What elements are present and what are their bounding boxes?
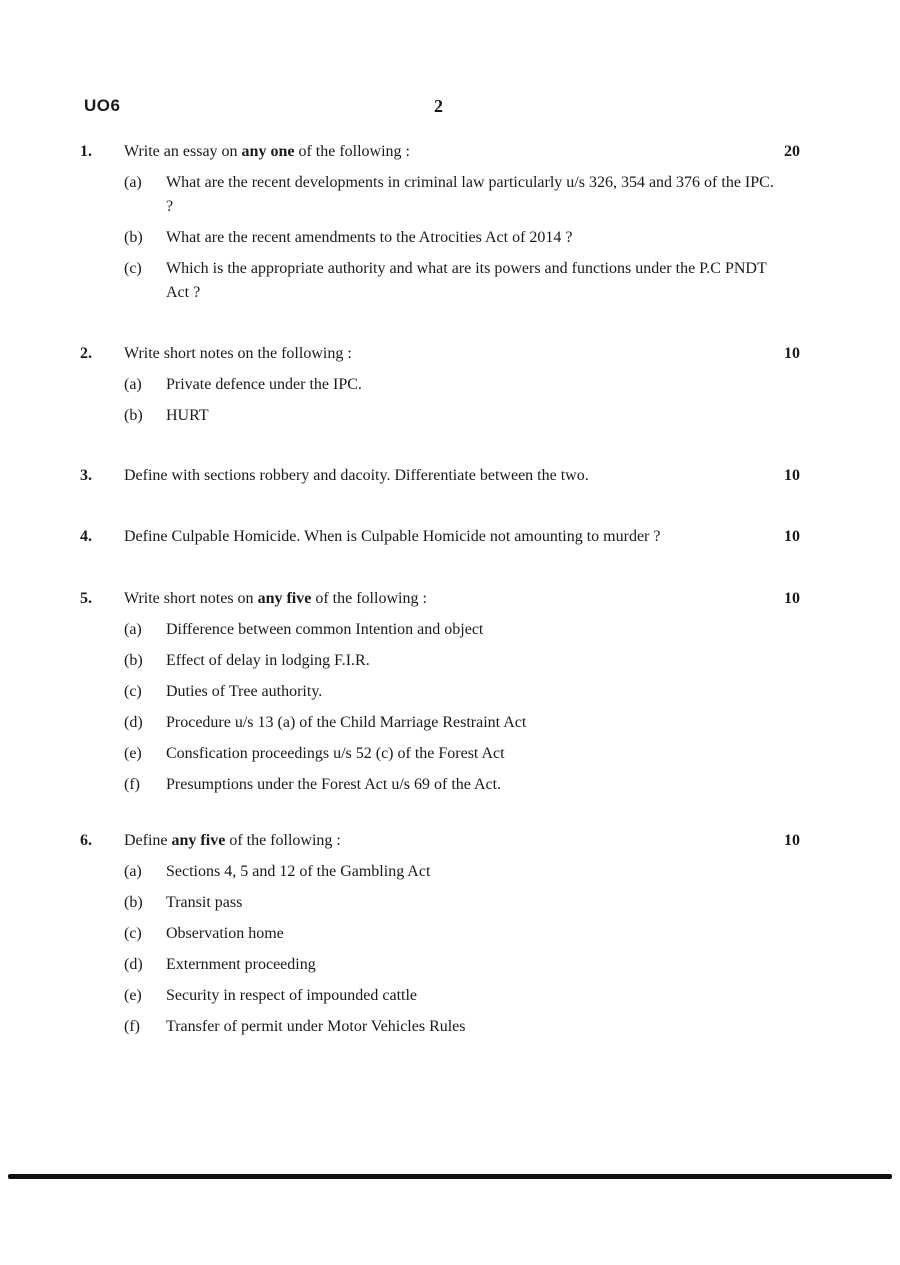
sub-question-label: (b) <box>124 229 143 246</box>
sub-question <box>124 742 774 766</box>
question-marks: 10 <box>784 345 800 362</box>
sub-question-label: (e) <box>124 745 142 762</box>
sub-question <box>124 257 774 305</box>
question-5 <box>80 587 820 797</box>
sub-question-label: (a) <box>124 863 142 880</box>
question-number: 5. <box>80 590 92 607</box>
sub-question <box>124 171 774 219</box>
sub-question-label: (e) <box>124 987 142 1004</box>
sub-question-text: Observation home <box>166 925 284 942</box>
sub-question-label: (f) <box>124 1018 140 1035</box>
sub-question-text: Consfication proceedings u/s 52 (c) of the Forest Act <box>166 745 505 762</box>
question-marks: 20 <box>784 143 800 160</box>
sub-question-text: Private defence under the IPC. <box>166 376 362 393</box>
sub-question <box>124 680 774 704</box>
question-3 <box>80 464 820 488</box>
sub-question <box>124 404 774 428</box>
sub-question <box>124 860 774 884</box>
sub-question-text: HURT <box>166 407 209 424</box>
sub-question-label: (d) <box>124 956 143 973</box>
question-4 <box>80 525 820 549</box>
paper-code: UO6 <box>84 96 121 115</box>
question-marks: 10 <box>784 528 800 545</box>
sub-question-text: What are the recent developments in criminal law particularly u/s 326, 354 and 376 of the IPC. ? <box>166 174 774 215</box>
sub-question-label: (b) <box>124 894 143 911</box>
sub-question-text: Security in respect of impounded cattle <box>166 987 418 1004</box>
sub-question-label: (d) <box>124 714 143 731</box>
question-number: 6. <box>80 832 92 849</box>
question-number: 3. <box>80 467 92 484</box>
sub-question <box>124 984 774 1008</box>
sub-question <box>124 226 774 250</box>
question-6 <box>80 829 820 1039</box>
page-number: 2 <box>434 96 443 116</box>
sub-question-text: Which is the appropriate authority and what are its powers and functions under the P.C PNDT Act ? <box>166 260 767 301</box>
sub-question <box>124 922 774 946</box>
sub-question-text: Externment proceeding <box>166 956 316 973</box>
sub-question-label: (c) <box>124 683 142 700</box>
sub-question-label: (c) <box>124 260 142 277</box>
sub-question-text: Transit pass <box>166 894 243 911</box>
sub-question <box>124 618 774 642</box>
sub-question <box>124 773 774 797</box>
question-text: Write an essay on any one of the following : <box>124 143 410 160</box>
question-text: Write short notes on the following : <box>124 345 352 362</box>
sub-question <box>124 711 774 735</box>
sub-question <box>124 373 774 397</box>
question-number: 2. <box>80 345 92 362</box>
question-text: Define any five of the following : <box>124 832 341 849</box>
question-marks: 10 <box>784 467 800 484</box>
sub-question-label: (f) <box>124 776 140 793</box>
question-text: Define with sections robbery and dacoity. Differentiate between the two. <box>124 467 589 484</box>
sub-question-text: Sections 4, 5 and 12 of the Gambling Act <box>166 863 431 880</box>
sub-question-label: (a) <box>124 376 142 393</box>
question-marks: 10 <box>784 832 800 849</box>
sub-question <box>124 891 774 915</box>
question-number: 1. <box>80 143 92 160</box>
bottom-divider <box>8 1174 892 1179</box>
sub-question <box>124 1015 774 1039</box>
question-text: Define Culpable Homicide. When is Culpable Homicide not amounting to murder ? <box>124 528 661 545</box>
sub-question-label: (c) <box>124 925 142 942</box>
sub-question-text: Duties of Tree authority. <box>166 683 323 700</box>
question-2 <box>80 342 820 428</box>
sub-question-text: Effect of delay in lodging F.I.R. <box>166 652 370 669</box>
sub-question-label: (b) <box>124 407 143 424</box>
sub-question <box>124 953 774 977</box>
sub-question-text: Procedure u/s 13 (a) of the Child Marriage Restraint Act <box>166 714 527 731</box>
sub-question-label: (a) <box>124 621 142 638</box>
sub-question-text: Difference between common Intention and object <box>166 621 484 638</box>
question-text: Write short notes on any five of the following : <box>124 590 427 607</box>
sub-question-label: (b) <box>124 652 143 669</box>
sub-question-label: (a) <box>124 174 142 191</box>
question-number: 4. <box>80 528 92 545</box>
sub-question-text: Transfer of permit under Motor Vehicles Rules <box>166 1018 466 1035</box>
question-marks: 10 <box>784 590 800 607</box>
sub-question-text: Presumptions under the Forest Act u/s 69 of the Act. <box>166 776 502 793</box>
sub-question <box>124 649 774 673</box>
question-1 <box>80 140 820 305</box>
sub-question-text: What are the recent amendments to the Atrocities Act of 2014 ? <box>166 229 573 246</box>
